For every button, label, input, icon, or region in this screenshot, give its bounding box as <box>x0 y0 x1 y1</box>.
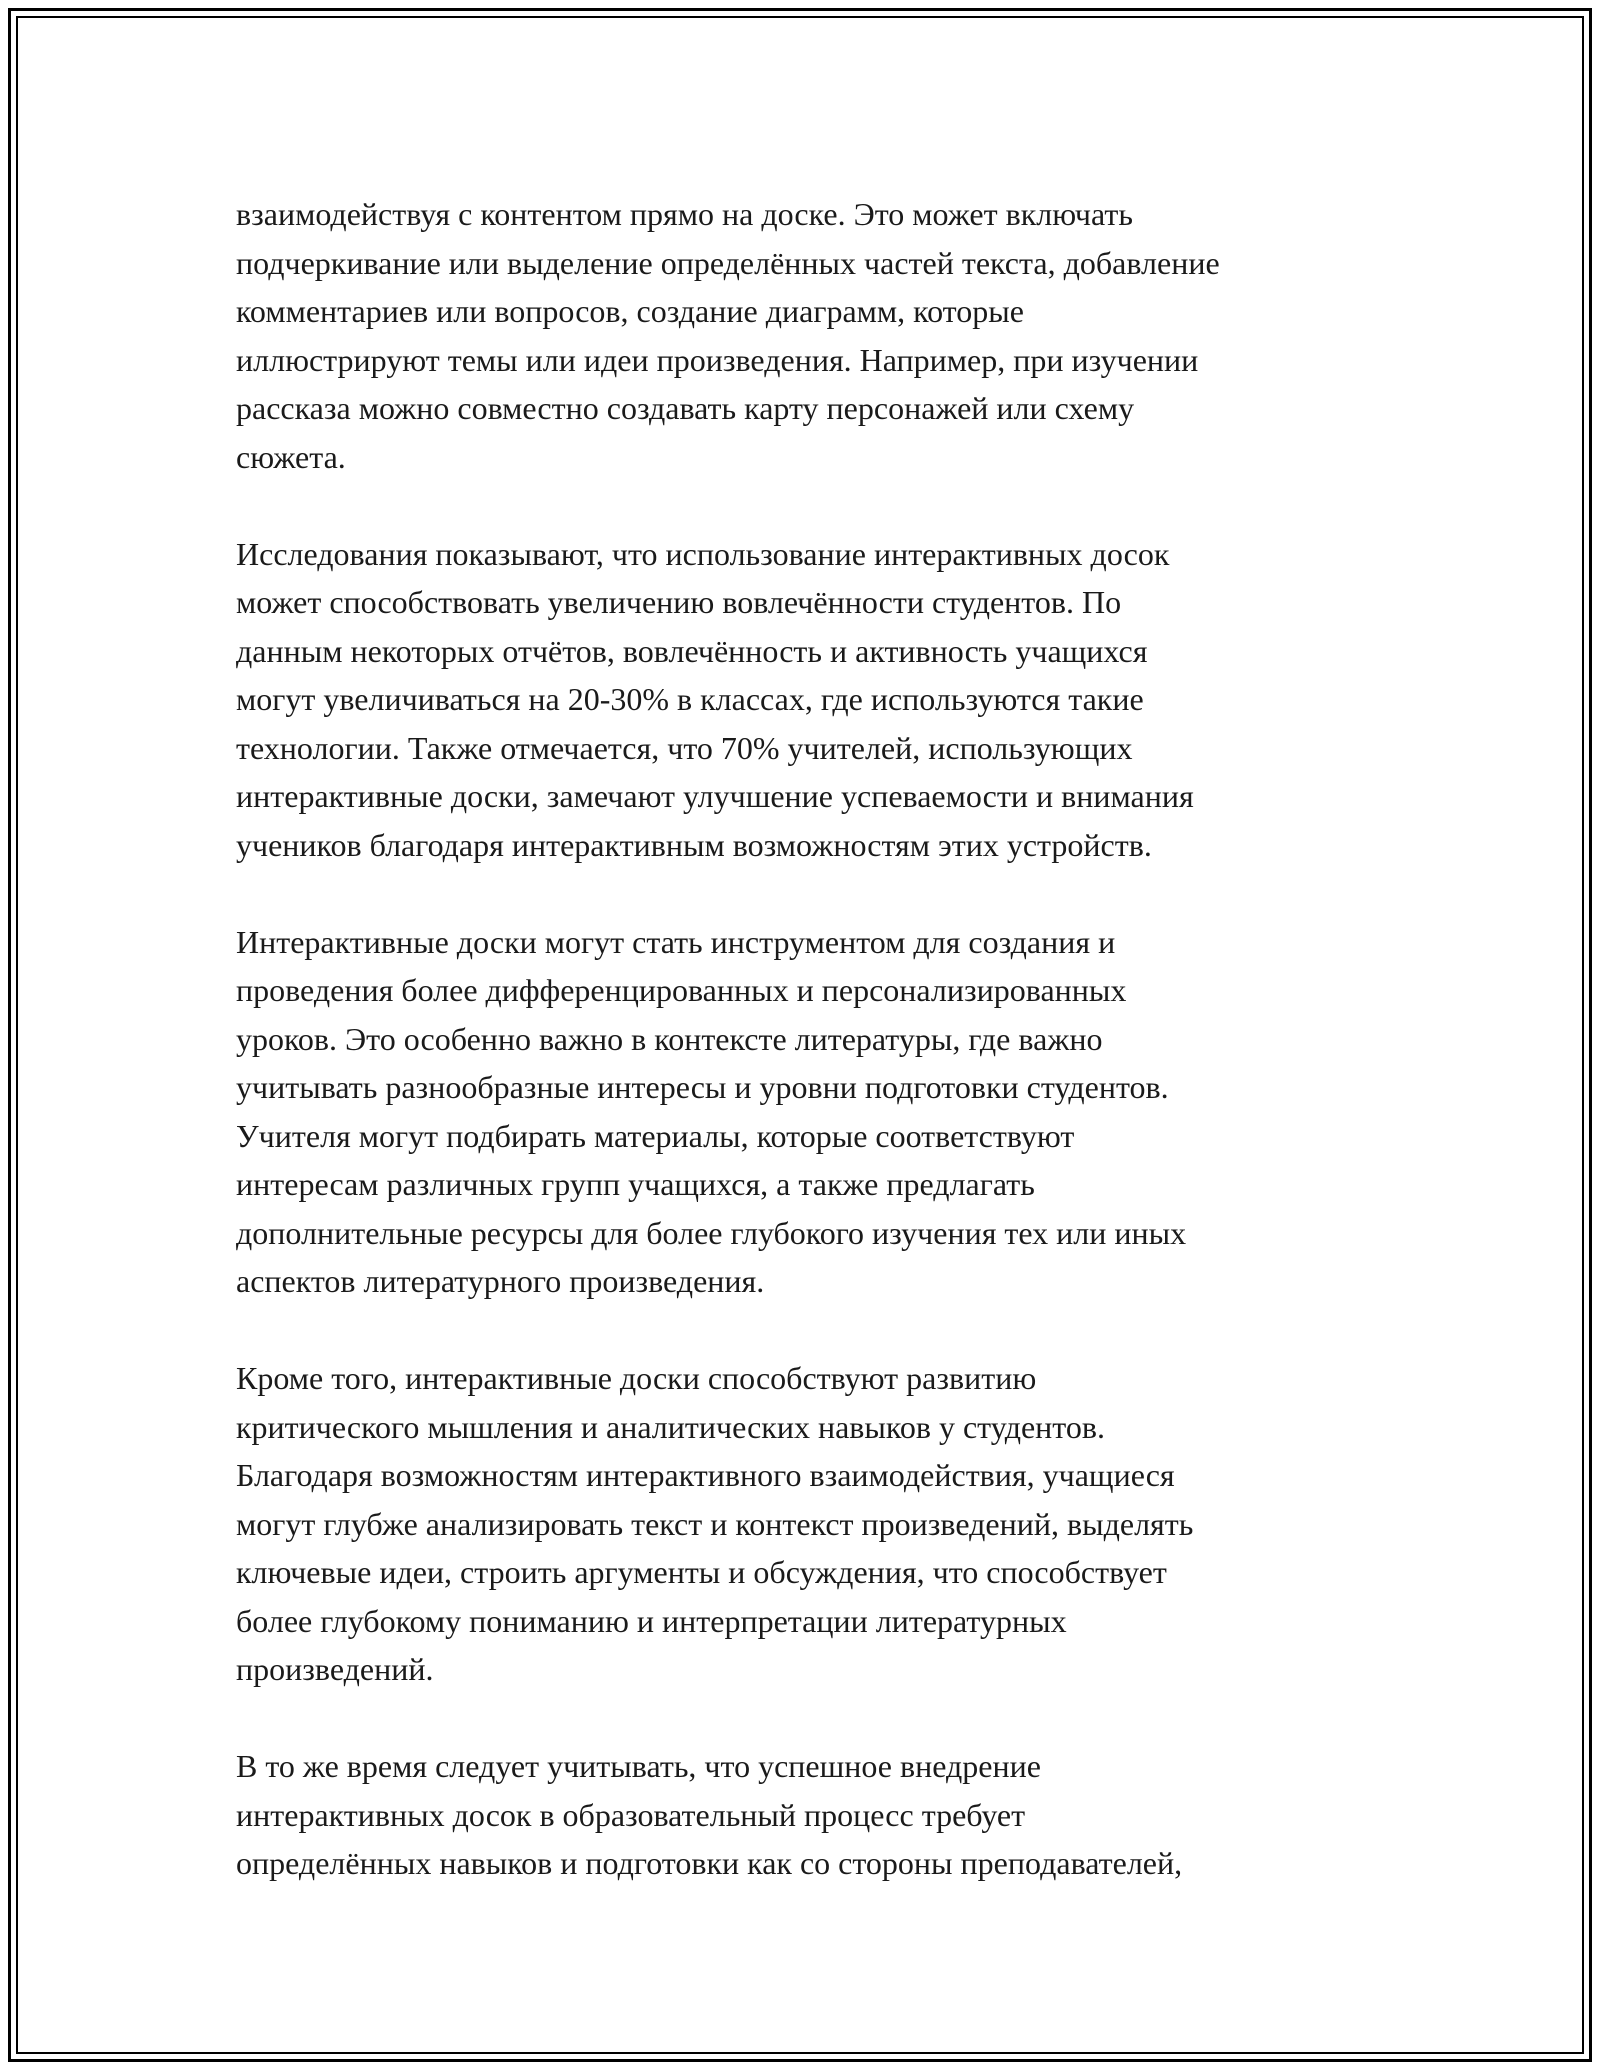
paragraph-3: Интерактивные доски могут стать инструментом для создания и проведения более дифференцированных и персонализированных уроков. Это особенно важно в контексте литературы, где важно учитывать разнообразные интересы и уровни подготовки студентов. Учителя могут подбирать материалы, которые соответствуют интересам различных групп учащихся, а также предлагать дополнительные ресурсы для более глубокого изучения тех или иных аспектов литературного произведения. <box>236 923 1187 1299</box>
document-body <box>236 190 1386 1936</box>
paragraph-5: В то же время следует учитывать, что успешное внедрение интерактивных досок в образовательный процесс требует определённых навыков и подготовки как со стороны преподавателей, <box>236 1748 1183 1881</box>
paragraph-1: взаимодействуя с контентом прямо на доске. Это может включать подчеркивание или выделение определённых частей текста, добавление комментариев или вопросов, создание диаграмм, которые иллюстрируют темы или идеи произведения. Например, при изучении рассказа можно совместно создавать карту персонажей или схему сюжета. <box>236 196 1220 475</box>
paragraph-2: Исследования показывают, что использование интерактивных досок может способствовать увеличению вовлечённости студентов. По данным некоторых отчётов, вовлечённость и активность учащихся могут увеличиваться на 20-30% в классах, где используются такие технологии. Также отмечается, что 70% учителей, использующих интерактивные доски, замечают улучшение успеваемости и внимания учеников благодаря интерактивным возможностям этих устройств. <box>236 535 1194 863</box>
paragraph-4: Кроме того, интерактивные доски способствуют развитию критического мышления и аналитических навыков у студентов. Благодаря возможностям интерактивного взаимодействия, учащиеся могут глубже анализировать текст и контекст произведений, выделять ключевые идеи, строить аргументы и обсуждения, что способствует более глубокому пониманию и интерпретации литературных произведений. <box>236 1360 1194 1687</box>
